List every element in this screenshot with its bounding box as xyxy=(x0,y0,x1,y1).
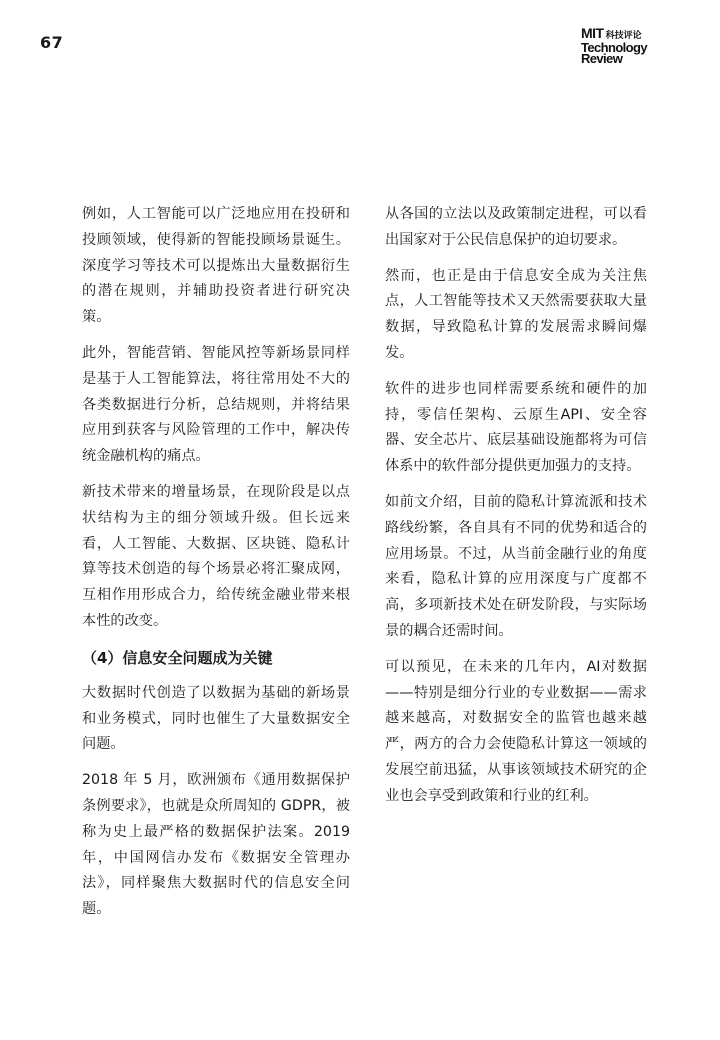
section-heading: （4）信息安全问题成为关键 xyxy=(82,648,273,667)
left-column xyxy=(82,202,350,933)
paragraph: 此外，智能营销、智能风控等新场景同样是基于人工智能算法，将往常用处不大的各类数据进行分析，总结规则，并将结果应用到获客与风险管理的工作中，解决传统金融机构的痛点。 xyxy=(82,344,350,465)
paragraph: 例如，人工智能可以广泛地应用在投研和投顾领域，使得新的智能投顾场景诞生。深度学习等技术可以提炼出大量数据衍生的潜在规则，并辅助投资者进行研究决策。 xyxy=(82,206,350,326)
logo-cn: 科技评论 xyxy=(605,31,642,41)
logo-review: Review xyxy=(581,51,623,66)
logo-technology: Technology xyxy=(581,40,647,55)
mit-technology-review-logo xyxy=(581,25,691,66)
paragraph: 2018 年 5 月，欧洲颁布《通用数据保护条例要求》，也就是众所周知的 GDPR，被称为史上最严格的数据保护法案。2019 年，中国网信办发布《数据安全管理办法》，同样聚焦大数据时代的信息安全问题。 xyxy=(82,772,350,918)
logo-mit: MIT xyxy=(581,25,604,41)
paragraph: 从各国的立法以及政策制定进程，可以看出国家对于公民信息保护的迫切要求。 xyxy=(385,206,647,248)
paragraph: 软件的进步也同样需要系统和硬件的加持，零信任架构、云原生API、安全容器、安全芯片、底层基础设施都将为可信体系中的软件部分提供更加强力的支持。 xyxy=(385,380,647,475)
right-column xyxy=(385,202,647,820)
paragraph: 大数据时代创造了以数据为基础的新场景和业务模式，同时也催生了大量数据安全问题。 xyxy=(82,684,350,753)
paragraph: 新技术带来的增量场景，在现阶段是以点状结构为主的细分领域升级。但长远来看，人工智能、大数据、区块链、隐私计算等技术创造的每个场景必将汇聚成网，互相作用形成合力，给传统金融业带来根本性的改变。 xyxy=(82,483,350,629)
paragraph: 然而，也正是由于信息安全成为关注焦点，人工智能等技术又天然需要获取大量数据，导致隐私计算的发展需求瞬间爆发。 xyxy=(385,267,647,361)
paragraph: 如前文介绍，目前的隐私计算流派和技术路线纷繁，各自具有不同的优势和适合的应用场景。不过，从当前金融行业的角度来看，隐私计算的应用深度与广度都不高，多项新技术处在研发阶段，与实际场景的耦合还需时间。 xyxy=(385,493,647,639)
page-number: 67 xyxy=(40,33,64,52)
paragraph: 可以预见，在未来的几年内，AI对数据——特别是细分行业的专业数据——需求越来越高，对数据安全的监管也越来越严，两方的合力会使隐私计算这一领域的发展空前迅猛，从事该领域技术研究的企业也会享受到政策和行业的红利。 xyxy=(385,658,647,804)
